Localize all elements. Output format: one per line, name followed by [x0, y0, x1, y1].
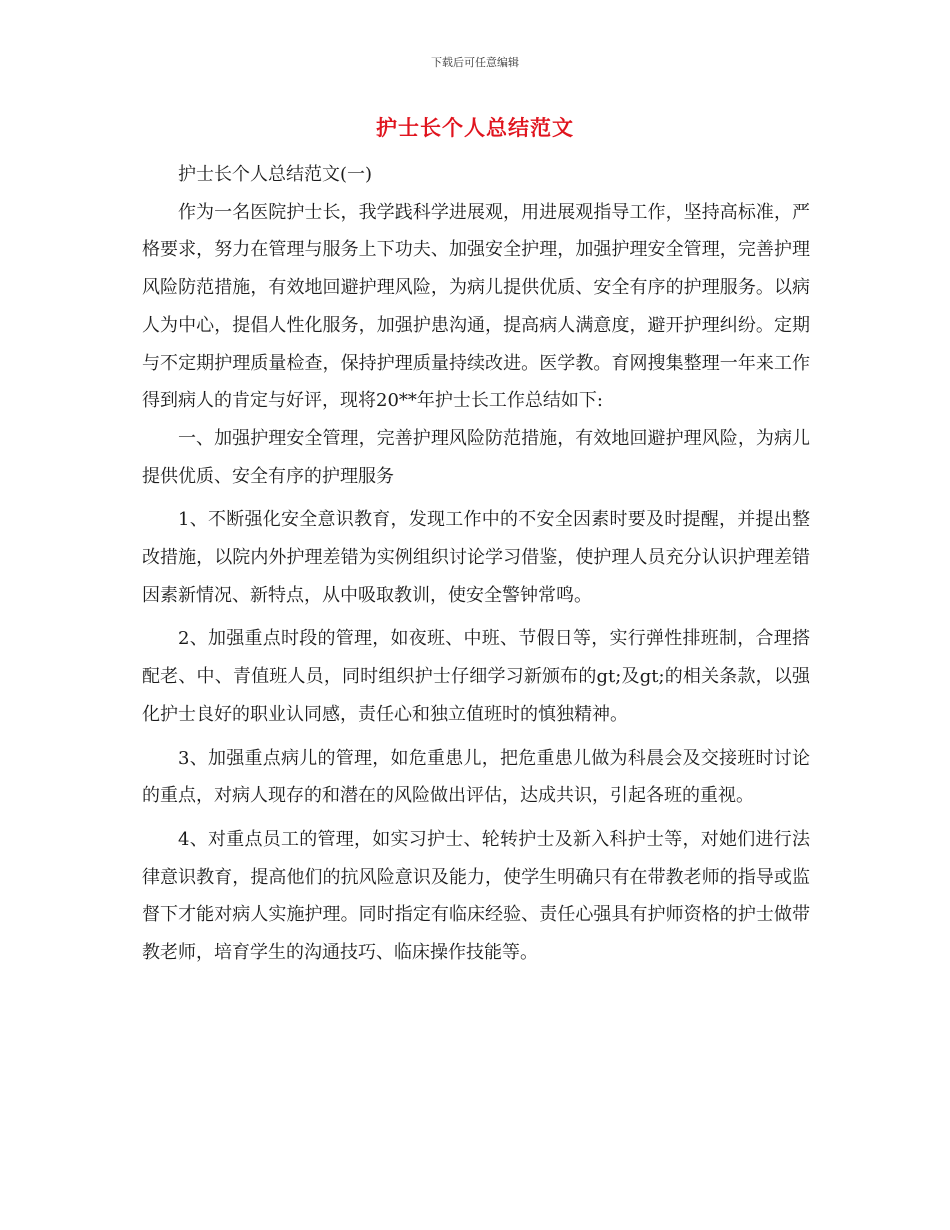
paragraph-item-3: 3、加强重点病儿的管理，如危重患儿，把危重患儿做为科晨会及交接班时讨论的重点，对病人现存的和潜在的风险做出评估，达成共识，引起各班的重视。: [142, 747, 810, 807]
header-note: 下载后可任意编辑: [431, 56, 519, 69]
paragraph-item-4: 4、对重点员工的管理，如实习护士、轮转护士及新入科护士等，对她们进行法律意识教育，提高他们的抗风险意识及能力，使学生明确只有在带教老师的指导或监督下才能对病人实施护理。同时指定有临床经验、责任心强具有护师资格的护士做带教老师，培育学生的沟通技巧、临床操作技能等。: [142, 828, 810, 964]
paragraph-section-one: 一、加强护理安全管理，完善护理风险防范措施，有效地回避护理风险，为病儿提供优质、安全有序的护理服务: [142, 427, 810, 487]
paragraph-item-2: 2、加强重点时段的管理，如夜班、中班、节假日等，实行弹性排班制，合理搭配老、中、青值班人员，同时组织护士仔细学习新颁布的gt;及gt;的相关条款，以强化护士良好的职业认同感，责任心和独立值班时的慎独精神。: [142, 628, 810, 725]
paragraph-intro: 作为一名医院护士长，我学践科学进展观，用进展观指导工作，坚持高标准，严格要求，努力在管理与服务上下功夫、加强安全护理，加强护理安全管理，完善护理风险防范措施，有效地回避护理风险，为病儿提供优质、安全有序的护理服务。以病人为中心，提倡人性化服务，加强护患沟通，提高病人满意度，避开护理纠纷。定期与不定期护理质量检查，保持护理质量持续改进。医学教。育网搜集整理一年来工作得到病人的肯定与好评，现将20**年护士长工作总结如下:: [142, 201, 810, 412]
document-body: [142, 156, 810, 972]
paragraph-item-1: 1、不断强化安全意识教育，发现工作中的不安全因素时要及时提醒，并提出整改措施，以院内外护理差错为实例组织讨论学习借鉴，使护理人员充分认识护理差错因素新情况、新特点，从中吸取教训，使安全警钟常鸣。: [142, 509, 810, 606]
document-title: 护士长个人总结范文: [376, 116, 574, 140]
section-heading: 护士长个人总结范文(一): [178, 164, 373, 185]
